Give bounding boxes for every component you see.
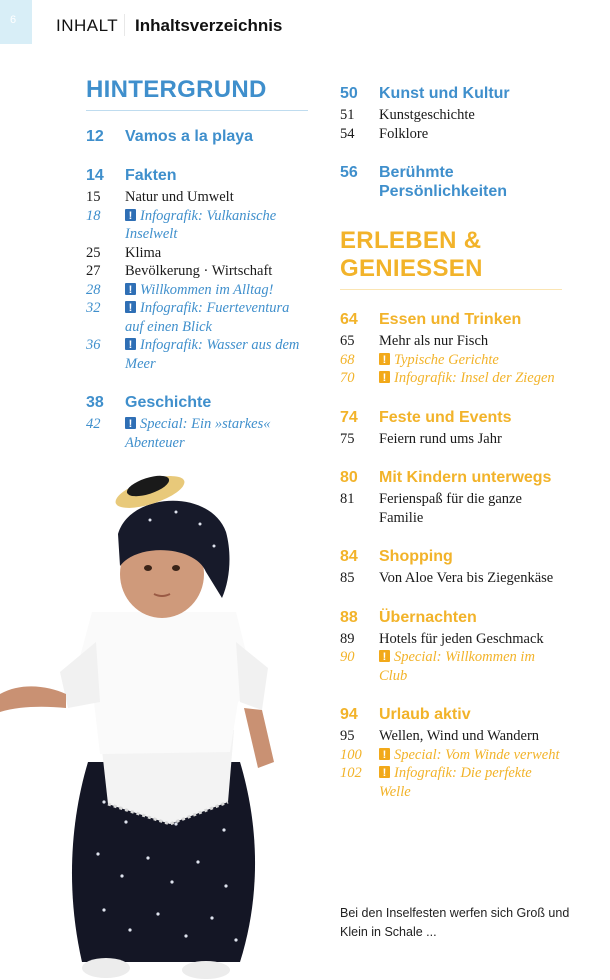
chapter-title: Vamos a la playa: [125, 128, 254, 145]
highlight-marker-icon: [125, 209, 136, 221]
entry-page-number: 27: [86, 263, 101, 279]
toc-chapter[interactable]: [86, 166, 308, 185]
toc-chapter-group: [340, 705, 562, 801]
chapter-page-number: 14: [86, 167, 104, 184]
entry-title: Ferienspaß für die ganze Familie: [379, 491, 522, 526]
highlight-marker-icon: [379, 650, 390, 662]
entry-page-number: 102: [340, 765, 362, 781]
entry-title: Infografik: Vulkanische Inselwelt: [125, 207, 277, 242]
entry-page-number: 75: [340, 430, 355, 447]
highlight-marker-icon: [125, 417, 136, 429]
entry-title: Natur und Umwelt: [125, 189, 234, 205]
chapter-page-number: 12: [86, 128, 104, 145]
child-in-costume-photo: [0, 462, 330, 980]
entry-page-number: 51: [340, 107, 355, 123]
chapter-page-number: 80: [340, 469, 358, 486]
toc-chapter-group: [86, 127, 308, 146]
entry-page-number: 89: [340, 630, 355, 647]
entry-title: Kunstgeschichte: [379, 107, 475, 123]
toc-special-entry[interactable]: [340, 369, 562, 388]
toc-chapter[interactable]: [340, 705, 562, 724]
entry-page-number: 28: [86, 281, 101, 298]
entry-title: Typische Gerichte: [394, 351, 499, 368]
entry-page-number: 81: [340, 491, 355, 507]
entry-title: Hotels für jeden Geschmack: [379, 630, 544, 647]
toc-entry[interactable]: [86, 262, 308, 281]
entry-page-number: 100: [340, 746, 362, 763]
toc-chapter-group: [340, 408, 562, 449]
toc-chapter-group: [340, 608, 562, 686]
highlight-marker-icon: [379, 766, 390, 778]
entry-title: Special: Vom Winde verweht: [394, 746, 560, 763]
entry-page-number: 36: [86, 337, 101, 353]
toc-chapter-group: [340, 547, 562, 588]
entry-page-number: 85: [340, 570, 355, 586]
toc-chapter[interactable]: [340, 547, 562, 566]
entry-page-number: 32: [86, 300, 101, 316]
heading-rule: [86, 110, 308, 111]
toc-special-entry[interactable]: [340, 648, 562, 685]
entry-title: Klima: [125, 244, 162, 261]
chapter-title: Kunst und Kultur: [379, 85, 510, 102]
toc-chapter-group: [86, 166, 308, 373]
chapter-title: Fakten: [125, 167, 177, 184]
highlight-marker-icon: [125, 301, 136, 313]
entry-title: Von Aloe Vera bis Ziegenkäse: [379, 570, 554, 586]
toc-entry[interactable]: [340, 569, 562, 588]
chapter-page-number: 94: [340, 706, 358, 723]
chapter-title: Berühmte Persönlichkeiten: [379, 164, 508, 200]
entry-title: Infografik: Wasser aus dem Meer: [125, 337, 300, 372]
toc-chapter-group: [86, 393, 308, 452]
toc-entry[interactable]: [340, 125, 562, 144]
entry-title: Willkommen im Alltag!: [140, 281, 274, 298]
chapter-page-number: 64: [340, 311, 358, 328]
page-number-tab: [0, 0, 32, 44]
toc-entry[interactable]: [340, 727, 562, 746]
toc-entry[interactable]: [340, 106, 562, 125]
entry-page-number: 15: [86, 189, 101, 205]
chapter-page-number: 84: [340, 548, 358, 565]
entry-title: Folklore: [379, 125, 429, 142]
section-heading-hintergrund: HINTERGRUND: [86, 76, 267, 103]
page-number: 6: [10, 14, 17, 26]
toc-chapter-group: [340, 84, 562, 143]
chapter-title: Feste und Events: [379, 408, 512, 426]
toc-chapter[interactable]: [340, 608, 562, 627]
toc-entry[interactable]: [340, 490, 562, 527]
chapter-page-number: 74: [340, 408, 358, 426]
toc-chapter[interactable]: [340, 310, 562, 329]
toc-entry[interactable]: [340, 430, 562, 449]
highlight-marker-icon: [379, 353, 390, 365]
chapter-page-number: 88: [340, 608, 358, 626]
page-title: Inhaltsverzeichnis: [135, 16, 283, 35]
highlight-marker-icon: [379, 748, 390, 760]
toc-chapter-group: [340, 310, 562, 388]
entry-page-number: 70: [340, 370, 355, 386]
toc-right-column: [340, 84, 562, 801]
entry-title: Mehr als nur Fisch: [379, 333, 489, 349]
toc-special-entry[interactable]: [86, 281, 308, 300]
entry-title: Special: Willkommen im Club: [379, 649, 535, 684]
toc-chapter[interactable]: [340, 84, 562, 103]
entry-title: Special: Ein »starkes« Abenteuer: [125, 416, 271, 451]
chapter-page-number: 56: [340, 164, 358, 181]
highlight-marker-icon: [125, 283, 136, 295]
toc-special-entry[interactable]: [86, 299, 308, 336]
toc-entry[interactable]: [86, 244, 308, 263]
chapter-title: Shopping: [379, 548, 453, 565]
section-heading-erleben: ERLEBEN & GENIESSEN: [340, 227, 483, 282]
toc-special-entry[interactable]: [340, 764, 562, 801]
toc-chapter-group: [340, 468, 562, 527]
toc-entry[interactable]: [340, 332, 562, 351]
toc-special-entry[interactable]: [340, 351, 562, 370]
toc-special-entry[interactable]: [86, 207, 308, 244]
toc-chapter[interactable]: [86, 127, 308, 146]
heading-rule: [340, 289, 562, 290]
chapter-page-number: 38: [86, 394, 104, 411]
chapter-title: Übernachten: [379, 608, 477, 626]
toc-chapter[interactable]: [86, 393, 308, 412]
chapter-title: Geschichte: [125, 394, 212, 411]
entry-title: Feiern rund ums Jahr: [379, 430, 502, 447]
section-label: INHALT: [56, 16, 119, 35]
toc-chapter[interactable]: [340, 163, 562, 201]
header-divider: [124, 14, 125, 36]
entry-page-number: 90: [340, 649, 355, 665]
entry-title: Wellen, Wind und Wandern: [379, 728, 540, 744]
toc-chapter[interactable]: [340, 408, 562, 427]
toc-special-entry[interactable]: [86, 415, 308, 452]
toc-special-entry[interactable]: [340, 746, 562, 765]
entry-title: Bevölkerung · Wirtschaft: [125, 263, 273, 279]
entry-page-number: 68: [340, 351, 355, 368]
toc-special-entry[interactable]: [86, 336, 308, 373]
toc-chapter-group: [340, 163, 562, 201]
toc-entry[interactable]: [340, 630, 562, 649]
toc-left-column: [86, 76, 308, 452]
chapter-title: Essen und Trinken: [379, 311, 522, 328]
toc-entry[interactable]: [86, 188, 308, 207]
entry-title: Infografik: Die perfekte Welle: [379, 765, 532, 800]
highlight-marker-icon: [125, 338, 136, 350]
entry-title: Infografik: Insel der Ziegen: [394, 370, 555, 386]
photo-caption: Bei den Inselfesten werfen sich Groß und Klein in Schale ...: [340, 906, 570, 939]
toc-chapter[interactable]: [340, 468, 562, 487]
entry-page-number: 54: [340, 125, 355, 142]
chapter-page-number: 50: [340, 85, 358, 102]
chapter-title: Mit Kindern unterwegs: [379, 469, 552, 486]
chapter-title: Urlaub aktiv: [379, 706, 471, 723]
entry-page-number: 42: [86, 416, 101, 432]
highlight-marker-icon: [379, 371, 390, 383]
entry-title: Infografik: Fuerteventura auf einen Blick: [125, 300, 290, 335]
entry-page-number: 65: [340, 333, 355, 349]
entry-page-number: 18: [86, 207, 101, 224]
entry-page-number: 25: [86, 244, 101, 261]
entry-page-number: 95: [340, 728, 355, 744]
